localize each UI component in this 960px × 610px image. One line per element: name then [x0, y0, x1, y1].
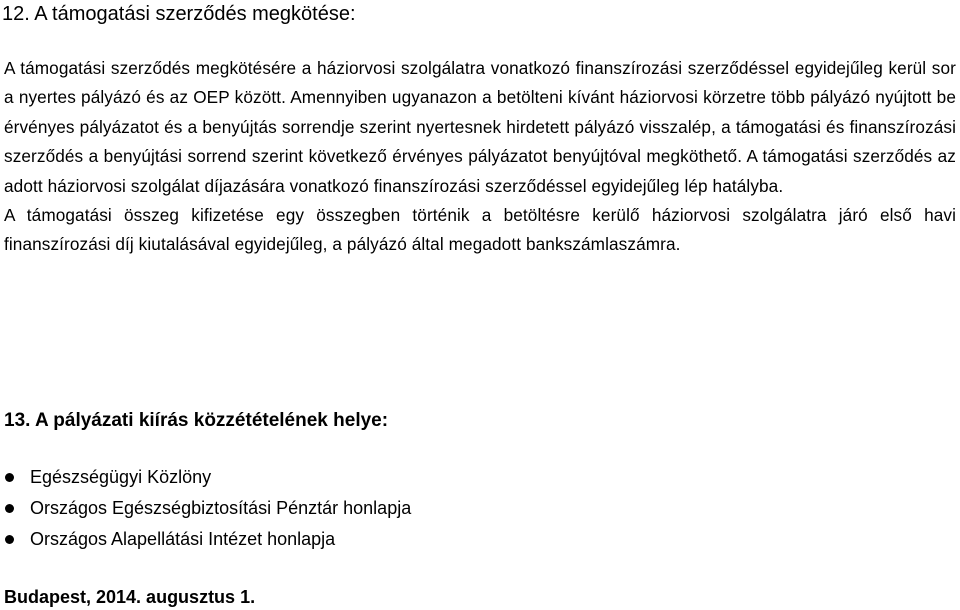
- section-12-body: [4, 54, 956, 260]
- list-item-label: Országos Alapellátási Intézet honlapja: [30, 529, 336, 549]
- bullet-icon: [5, 504, 14, 513]
- section-12-heading: 12. A támogatási szerződés megkötése:: [2, 3, 356, 25]
- section-12-paragraph: A támogatási szerződés megkötésére a háziorvosi szolgálatra vonatkozó finanszírozási szerződéssel egyidejűleg kerül sor a nyertes pályázó és az OEP között. Amennyiben ugyanazon a betölteni kívánt háziorvosi körzetre több pályázó nyújtott be érvényes pályázatot és a benyújtás sorrendje szerint nyertesnek hirdetett pályázó visszalép, a támogatási és finanszírozási szerződés a benyújtási sorrend szerint következő érvényes pályázatot benyújtóval megköthető. A támogatási szerződés az adott háziorvosi szolgálat díjazására vonatkozó finanszírozási szerződéssel egyidejűleg lép hatályba.: [4, 58, 956, 196]
- bullet-icon: [5, 473, 14, 482]
- bullet-icon: [5, 535, 14, 544]
- section-12-paragraph: A támogatási összeg kifizetése egy összegben történik a betöltésre kerülő háziorvosi szolgálatra járó első havi finanszírozási díj kiutalásával egyidejűleg, a pályázó által megadott bankszámlaszámra.: [4, 205, 956, 255]
- date-signoff: Budapest, 2014. augusztus 1.: [4, 587, 256, 607]
- list-item-label: Országos Egészségbiztosítási Pénztár honlapja: [30, 498, 412, 518]
- section-13-heading: 13. A pályázati kiírás közzétételének helye:: [4, 410, 389, 431]
- list-item-label: Egészségügyi Közlöny: [30, 467, 212, 487]
